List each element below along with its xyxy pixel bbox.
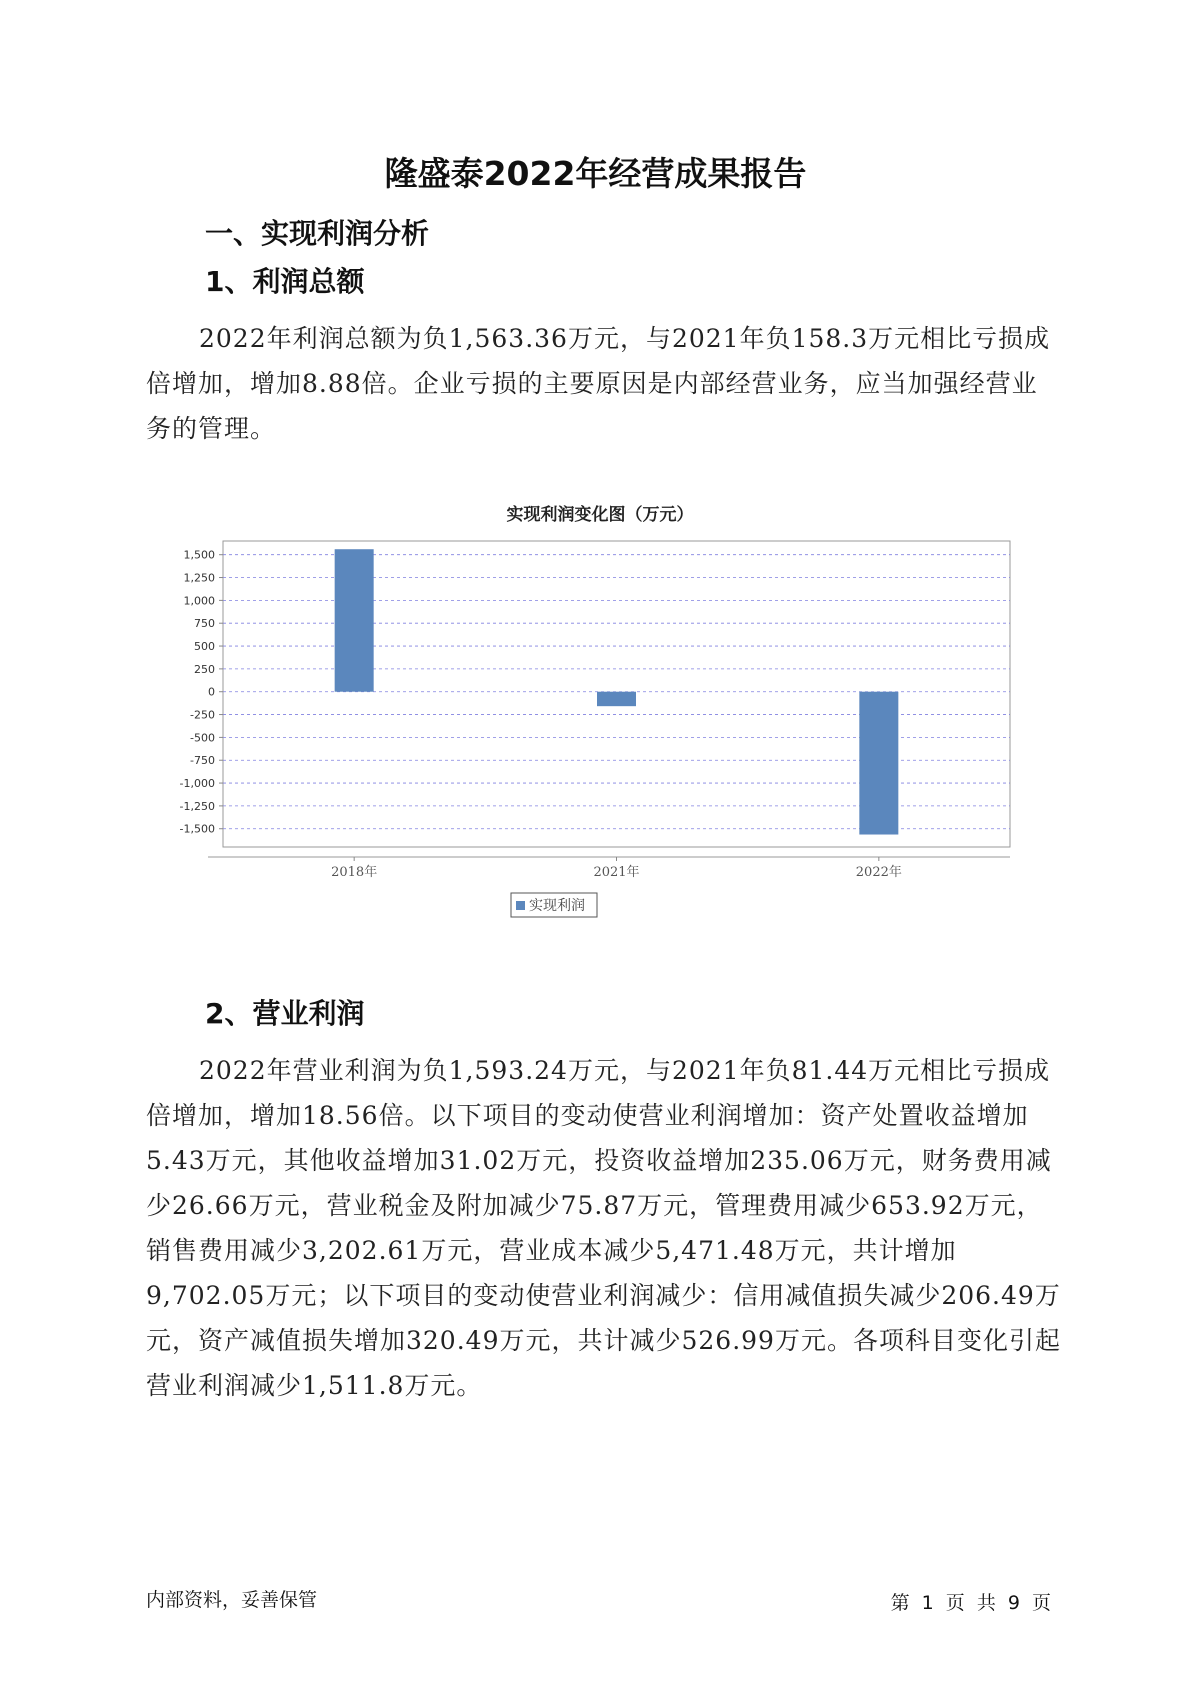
subsection-heading-operating-profit: 2、营业利润 bbox=[205, 997, 365, 1030]
y-tick-label: -1,000 bbox=[179, 777, 215, 791]
bar-2021年 bbox=[597, 692, 636, 706]
y-tick-label: 250 bbox=[194, 662, 215, 676]
y-tick-label: -1,500 bbox=[179, 822, 215, 836]
legend-swatch bbox=[516, 901, 525, 910]
y-tick-label: -250 bbox=[190, 708, 215, 722]
y-tick-label: 750 bbox=[194, 617, 215, 631]
bar-2018年 bbox=[335, 549, 374, 691]
x-tick-label: 2018年 bbox=[331, 865, 378, 880]
y-tick-label: -1,250 bbox=[179, 799, 215, 813]
y-axis-ticks bbox=[180, 549, 223, 836]
x-tick-label: 2022年 bbox=[855, 865, 902, 880]
y-tick-label: 1,250 bbox=[183, 571, 215, 585]
y-tick-label: 1,000 bbox=[183, 594, 215, 608]
y-tick-label: -500 bbox=[190, 731, 215, 745]
y-tick-label: 500 bbox=[194, 640, 215, 654]
chart-title: 实现利润变化图（万元） bbox=[506, 505, 694, 525]
paragraph-total-profit: 2022年利润总额为负1,563.36万元，与2021年负158.3万元相比亏损成倍增加，增加8.88倍。企业亏损的主要原因是内部经营业务，应当加强经营业务的管理。 bbox=[146, 324, 1051, 443]
paragraph-operating-profit: 2022年营业利润为负1,593.24万元，与2021年负81.44万元相比亏损成倍增加，增加18.56倍。以下项目的变动使营业利润增加：资产处置收益增加5.43万元，其他收益增加31.02万元，投资收益增加235.06万元，财务费用减少26.66万元，营业税金及附加减少75.87万元，管理费用减少653.92万元，销售费用减少3,202.61万元，营业成本减少5,471.48万元，共计增加9,702.05万元；以下项目的变动使营业利润减少：信用减值损失减少206.49万元，资产减值损失增加320.49万元，共计减少526.99万元。各项科目变化引起营业利润减少1,511.8万元。 bbox=[146, 1056, 1061, 1400]
footer-page-number: 第 1 页 共 9 页 bbox=[890, 1592, 1051, 1614]
y-tick-label: -750 bbox=[190, 754, 215, 768]
footer-confidential-note: 内部资料，妥善保管 bbox=[146, 1589, 318, 1611]
y-tick-label: 1,500 bbox=[183, 548, 215, 562]
legend bbox=[511, 893, 597, 917]
legend-label: 实现利润 bbox=[529, 898, 585, 914]
document-title: 隆盛泰2022年经营成果报告 bbox=[384, 154, 807, 193]
section-heading-profit-analysis: 一、实现利润分析 bbox=[205, 217, 430, 250]
profit-bar-chart bbox=[160, 500, 1040, 955]
x-axis-ticks bbox=[331, 857, 902, 880]
subsection-heading-total-profit: 1、利润总额 bbox=[205, 265, 365, 298]
bar-2022年 bbox=[859, 692, 898, 835]
y-tick-label: 0 bbox=[208, 685, 215, 699]
x-tick-label: 2021年 bbox=[593, 865, 640, 880]
